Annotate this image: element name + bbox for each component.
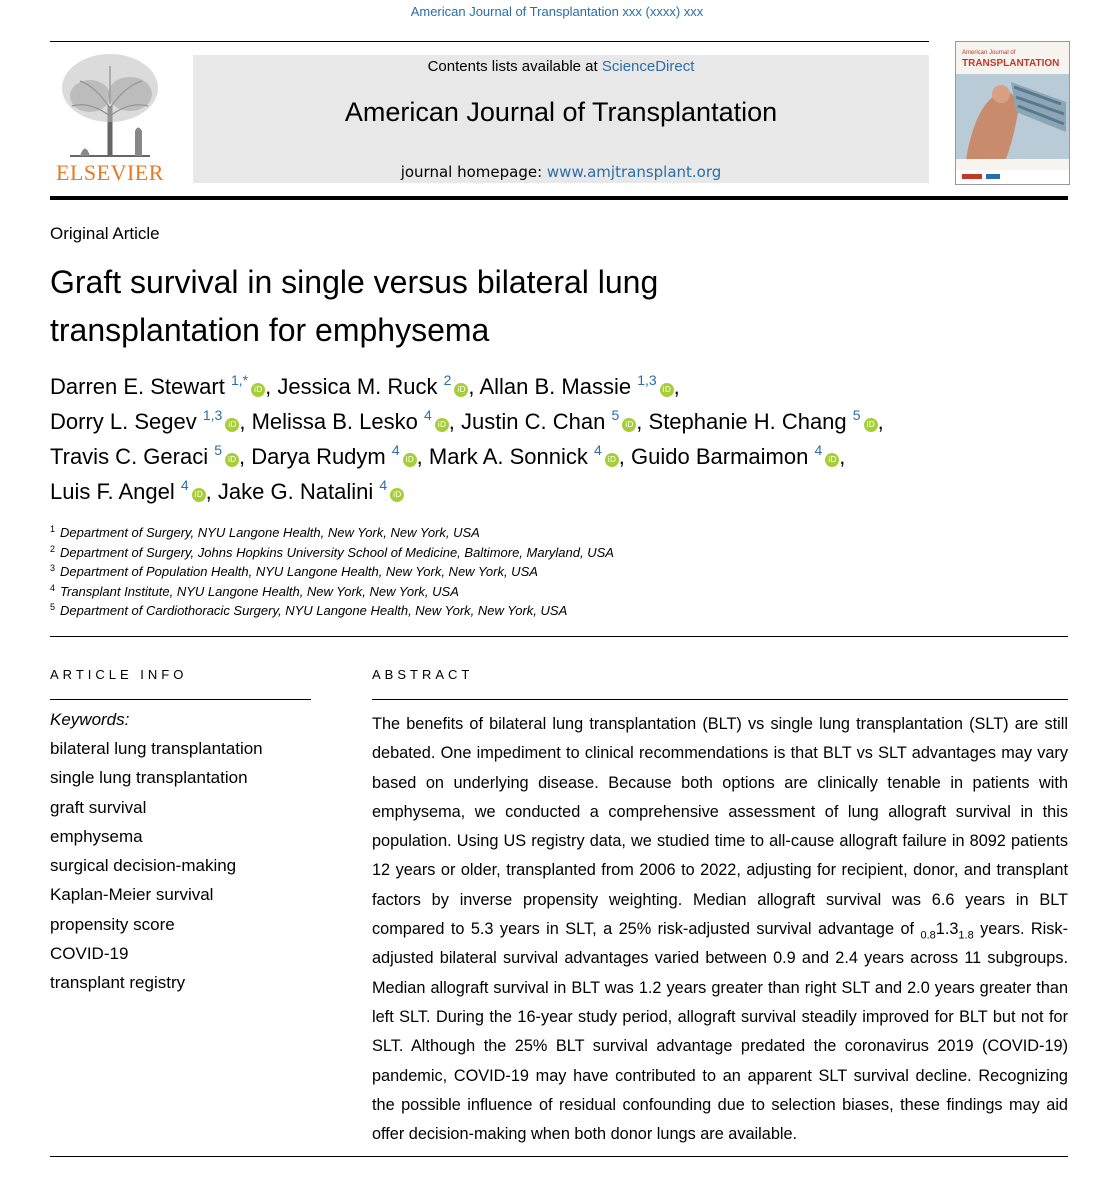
author-affiliation-sup[interactable]: 1,3: [202, 407, 223, 423]
authors-line: Luis F. Angel $^4$iD , Jake G. Natalini $^4$iD: [50, 479, 404, 505]
author-name[interactable]: Jake G. Natalini: [217, 479, 374, 504]
affiliation-item: $^5$ Department of Cardiothoracic Surgery, NYU Langone Health, New York, New York, USA: [50, 602, 568, 618]
author-name[interactable]: Travis C. Geraci: [50, 444, 209, 469]
keyword-item: propensity score: [50, 914, 175, 934]
keyword-item: graft survival: [50, 797, 147, 817]
authors-line: Dorry L. Segev $^{1,3}$iD , Melissa B. Lesko $^4$iD , Justin C. Chan $^5$iD , Stephanie H. Chang $^5$iD ,: [50, 407, 884, 434]
author-affiliation-sup[interactable]: 1,3: [637, 372, 657, 388]
author-affiliation-sup[interactable]: 5: [214, 442, 223, 458]
orcid-icon[interactable]: iD: [251, 383, 265, 397]
cover-title: TRANSPLANTATION: [962, 58, 1060, 69]
footer-rule: [50, 1156, 1068, 1157]
author-name[interactable]: Luis F. Angel: [50, 479, 175, 504]
sciencedirect-link[interactable]: ScienceDirect: [601, 58, 695, 75]
orcid-icon[interactable]: iD: [390, 488, 404, 502]
abstract-text: The benefits of bilateral lung transplantation (BLT) vs single lung transplantation (SLT) are still debated. One impediment to clinical recommendations is that BLT vs SLT advantages may vary based on underlying disease. Because both options are clinically tenable in patients with emphysema, we conducted a comprehensive assessment of lung allograft survival in this population. Using US registry data, we studied time to all-cause allograft failure in 8092 patients 12 years or older, transplanted from 2006 to 2022, adjusting for recipient, donor, and transplant factors by inverse propensity weighting. Median allograft survival was 6.6 years in BLT compared to 5.3 years in SLT, a 25% risk-adjusted survival advantage of $_{0.8}1.3_{1.8}$ years. Risk-adjusted bilateral survival advantages varied between 0.9 and 2.4 years across 11 subgroups. Median allograft survival in BLT was 1.2 years greater than right SLT and 2.0 years greater than left SLT. During the 16-year study period, allograft survival steadily improved for BLT but not for SLT. Although the 25% BLT survival advantage predated the coronavirus 2019 (COVID-19) pandemic, COVID-19 may have contributed to an apparent SLT survival decline. Recognizing the possible influence of residual confounding due to selection biases, these findings may aid offer decision-making when both donor lungs are available.: [372, 715, 1068, 1144]
keyword-item: COVID-19: [50, 944, 129, 964]
authors-line: Travis C. Geraci $^5$iD , Darya Rudym $^4$iD , Mark A. Sonnick $^4$iD , Guido Barmaimon $^4$iD ,: [50, 442, 846, 469]
orcid-icon[interactable]: iD: [622, 418, 636, 432]
author-name[interactable]: Mark A. Sonnick: [428, 444, 588, 469]
author-name[interactable]: Melissa B. Lesko: [251, 409, 418, 434]
orcid-icon[interactable]: iD: [605, 453, 619, 467]
cover-illustration: [956, 42, 1069, 184]
author-affiliation-sup[interactable]: 4: [424, 407, 432, 423]
orcid-icon[interactable]: iD: [192, 488, 206, 502]
author-affiliation-sup[interactable]: 4: [180, 477, 189, 493]
keywords-label: Keywords:: [50, 710, 130, 729]
abstract-rule: [372, 699, 1068, 700]
author-name[interactable]: Guido Barmaimon: [631, 444, 809, 469]
orcid-icon[interactable]: iD: [435, 418, 449, 432]
orcid-icon[interactable]: iD: [864, 418, 878, 432]
author-affiliation-sup[interactable]: 4: [391, 442, 400, 458]
article-info-heading: ARTICLE INFO: [50, 667, 188, 682]
keyword-item: bilateral lung transplantation: [50, 739, 263, 758]
running-head[interactable]: American Journal of Transplantation xxx (xxxx) xxx: [410, 4, 704, 19]
keywords-list: [50, 739, 263, 1003]
author-name[interactable]: Darren E. Stewart: [50, 374, 225, 399]
author-affiliation-sup[interactable]: 1,*: [230, 372, 249, 388]
author-name[interactable]: Darya Rudym: [251, 444, 386, 469]
author-affiliation-sup[interactable]: 5: [852, 407, 861, 423]
ci-upper: 1.8: [958, 929, 974, 942]
orcid-icon[interactable]: iD: [454, 383, 468, 397]
section-divider: [50, 636, 1068, 637]
orcid-icon[interactable]: iD: [225, 453, 239, 467]
article-info-rule: [50, 699, 311, 700]
author-affiliation-sup[interactable]: 5: [611, 407, 620, 423]
author-affiliation-sup[interactable]: 4: [594, 442, 602, 458]
affiliation-item: $^2$ Department of Surgery, Johns Hopkins University School of Medicine, Baltimore, Maryland, USA: [50, 543, 614, 560]
keyword-item: single lung transplantation: [50, 768, 248, 788]
keyword-item: transplant registry: [50, 973, 186, 993]
abstract-heading: ABSTRACT: [372, 667, 474, 682]
article-type: Original Article: [50, 224, 160, 243]
elsevier-wordmark[interactable]: ELSEVIER: [56, 160, 164, 185]
orcid-icon[interactable]: iD: [660, 383, 674, 397]
author-affiliation-sup[interactable]: 4: [814, 442, 823, 458]
affiliations-list: [50, 524, 614, 622]
cover-small-text: American Journal of: [962, 50, 1016, 56]
affiliation-item: $^4$ Transplant Institute, NYU Langone Health, New York, New York, USA: [50, 582, 459, 599]
journal-name: American Journal of Transplantation: [344, 97, 778, 127]
keyword-item: emphysema: [50, 826, 143, 846]
keyword-item: surgical decision-making: [50, 856, 237, 876]
authors-line: Darren E. Stewart $^{1,*}$iD , Jessica M. Ruck $^2$iD , Allan B. Massie $^{1,3}$iD ,: [50, 372, 680, 399]
contents-line: Contents lists available at ScienceDirect: [427, 58, 695, 75]
author-name[interactable]: Justin C. Chan: [461, 409, 606, 434]
orcid-icon[interactable]: iD: [225, 418, 239, 432]
orcid-icon[interactable]: iD: [825, 453, 839, 467]
ci-lower: 0.8: [920, 929, 936, 942]
author-name[interactable]: Jessica M. Ruck: [277, 374, 438, 399]
author-name[interactable]: Dorry L. Segev: [50, 409, 197, 434]
author-name[interactable]: Stephanie H. Chang: [648, 409, 847, 434]
journal-homepage-link[interactable]: www.amjtransplant.org: [546, 163, 722, 181]
homepage-line: journal homepage: www.amjtransplant.org: [400, 163, 722, 181]
survival-estimate: 1.3: [935, 920, 959, 939]
affiliation-item: $^1$ Department of Surgery, NYU Langone Health, New York, New York, USA: [50, 524, 480, 540]
affiliation-item: $^3$ Department of Population Health, NYU Langone Health, New York, New York, USA: [50, 563, 538, 579]
journal-cover-thumbnail[interactable]: [955, 41, 1070, 185]
author-name[interactable]: Allan B. Massie: [479, 374, 632, 399]
article-title: Graft survival in single versus bilateral lung transplantation for emphysema: [50, 264, 659, 348]
journal-header-box: [193, 55, 929, 183]
header-rule-thick: [50, 196, 1068, 200]
author-affiliation-sup[interactable]: 4: [379, 477, 388, 493]
header-rule-top: [50, 41, 929, 42]
author-affiliation-sup[interactable]: 2: [443, 372, 452, 388]
keyword-item: Kaplan-Meier survival: [50, 885, 214, 905]
orcid-icon[interactable]: iD: [403, 453, 417, 467]
